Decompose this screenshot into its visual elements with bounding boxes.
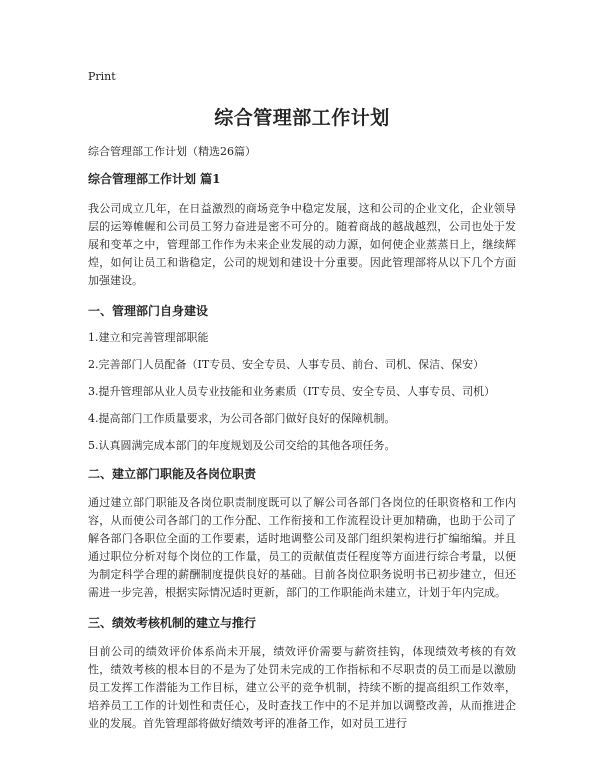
document-subtitle: 综合管理部工作计划（精选26篇） <box>88 145 256 158</box>
print-label: Print <box>88 70 116 83</box>
list-item: 2.完善部门人员配备（IT专员、安全专员、人事专员、前台、司机、保洁、保安） <box>88 358 485 371</box>
intro-paragraph: 我公司成立几年，在日益激烈的商场竞争中稳定发展，这和公司的企业文化，企业领导层的运筹帷幄和公司员工努力奋进是密不可分的。随着商战的越战越烈，公司也处于发展和变革之中，管理部工作作为未来企业发展的动力源，如何使企业蒸蒸日上，继续辉煌，如何让员工和谐稳定，公司的规划和建设十分重要。因此管理部将从以下几个方面加强建设。 <box>88 202 516 287</box>
section-2-paragraph: 通过建立部门职能及各岗位职责制度既可以了解公司各部门各岗位的任职资格和工作内容，从而使公司各部门的工作分配、工作衔接和工作流程设计更加精确，也助于公司了解各部门各职位全面的工作要素，适时地调整公司及部门组织架构进行扩编缩编。并且通过职位分析对每个岗位的工作量，员工的贡献值责任程度等方面进行综合考量，以便为制定科学合理的薪酬制度提供良好的基础。目前各岗位职务说明书已初步建立，但还需进一步完善，根据实际情况适时更新，部门的工作职能尚未建立，计划于年内完成。 <box>88 496 516 599</box>
list-item: 1.建立和完善管理部职能 <box>88 331 209 344</box>
document-page <box>88 70 516 742</box>
section-heading-1: 一、管理部门自身建设 <box>88 304 209 318</box>
section-heading-2: 二、建立部门职能及各岗位职责 <box>88 467 257 481</box>
section-heading-3: 三、绩效考核机制的建立与推行 <box>88 616 257 630</box>
article-heading: 综合管理部工作计划 篇1 <box>88 172 221 186</box>
page-title: 综合管理部工作计划 <box>214 107 390 129</box>
list-item: 3.提升管理部从业人员专业技能和业务素质（IT专员、安全专员、人事专员、司机） <box>88 385 496 398</box>
list-item: 4.提高部门工作质量要求，为公司各部门做好良好的保障机制。 <box>88 412 396 425</box>
section-3-paragraph: 目前公司的绩效评价体系尚未开展，绩效评价需要与薪资挂钩，体现绩效考核的有效性，绩效考核的根本目的不是为了处罚未完成的工作指标和不尽职责的员工而是以激励员工发挥工作潜能为工作目标，建立公平的竞争机制，持续不断的提高组织工作效率，培养员工工作的计划性和责任心，及时查找工作中的不足并加以调整改善，从而推进企业的发展。首先管理部将做好绩效考评的准备工作，如对员工进行 <box>88 645 516 730</box>
list-item: 5.认真圆满完成本部门的年度规划及公司交给的其他各项任务。 <box>88 439 396 452</box>
